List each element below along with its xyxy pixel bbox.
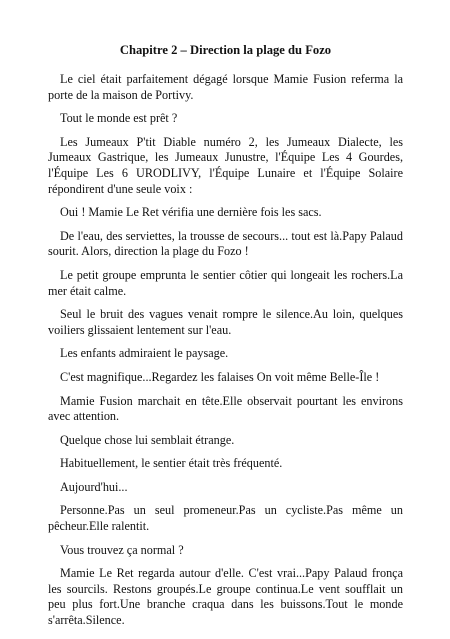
paragraph: Oui ! Mamie Le Ret vérifia une dernière fois les sacs.: [60, 205, 322, 220]
paragraph: Habituellement, le sentier était très fréquenté.: [60, 456, 283, 471]
paragraph: Mamie Fusion marchait en tête.Elle observait pourtant les environs avec attention.: [48, 393, 403, 424]
paragraph: De l'eau, des serviettes, la trousse de secours... tout est là.Papy Palaud sourit. Alors, direction la plage du Fozo !: [48, 228, 403, 259]
paragraph: Les Jumeaux P'tit Diable numéro 2, les Jumeaux Dialecte, les Jumeaux Gastrique, les Jumeaux Junustre, l'Équipe Les 4 Gourdes, l'Équipe Les 6 URODLIVY, l'Équipe Lunaire et l'Équipe Solaire répondirent d'une seule voix :: [48, 134, 403, 196]
paragraph: Aujourd'hui...: [60, 479, 128, 494]
chapter-title: Chapitre 2 – Direction la plage du Fozo: [119, 43, 332, 57]
paragraph: Le ciel était parfaitement dégagé lorsque Mamie Fusion referma la porte de la maison de Portivy.: [48, 72, 403, 102]
paragraph: Tout le monde est prêt ?: [60, 111, 178, 126]
paragraph: Vous trouvez ça normal ?: [60, 542, 184, 557]
paragraph: Personne.Pas un seul promeneur.Pas un cycliste.Pas même un pêcheur.Elle ralentit.: [48, 503, 403, 534]
paragraph: Quelque chose lui semblait étrange.: [60, 432, 235, 447]
paragraph: C'est magnifique...Regardez les falaises On voit même Belle-Île !: [60, 369, 380, 384]
paragraph: Le petit groupe emprunta le sentier côtier qui longeait les rochers.La mer était calme.: [48, 267, 403, 298]
paragraph: Seul le bruit des vagues venait rompre le silence.Au loin, quelques voiliers glissaient lentement sur l'eau.: [48, 307, 403, 337]
paragraph: Les enfants admiraient le paysage.: [60, 346, 229, 361]
paragraph: Mamie Le Ret regarda autour d'elle. C'est vrai...Papy Palaud fronça les sourcils. Restons groupés.Le groupe continua.Le vent soufflait un peu plus fort.Une branche craqua dans les buissons.Tout le monde s'arrêta.Silence.: [48, 566, 403, 628]
